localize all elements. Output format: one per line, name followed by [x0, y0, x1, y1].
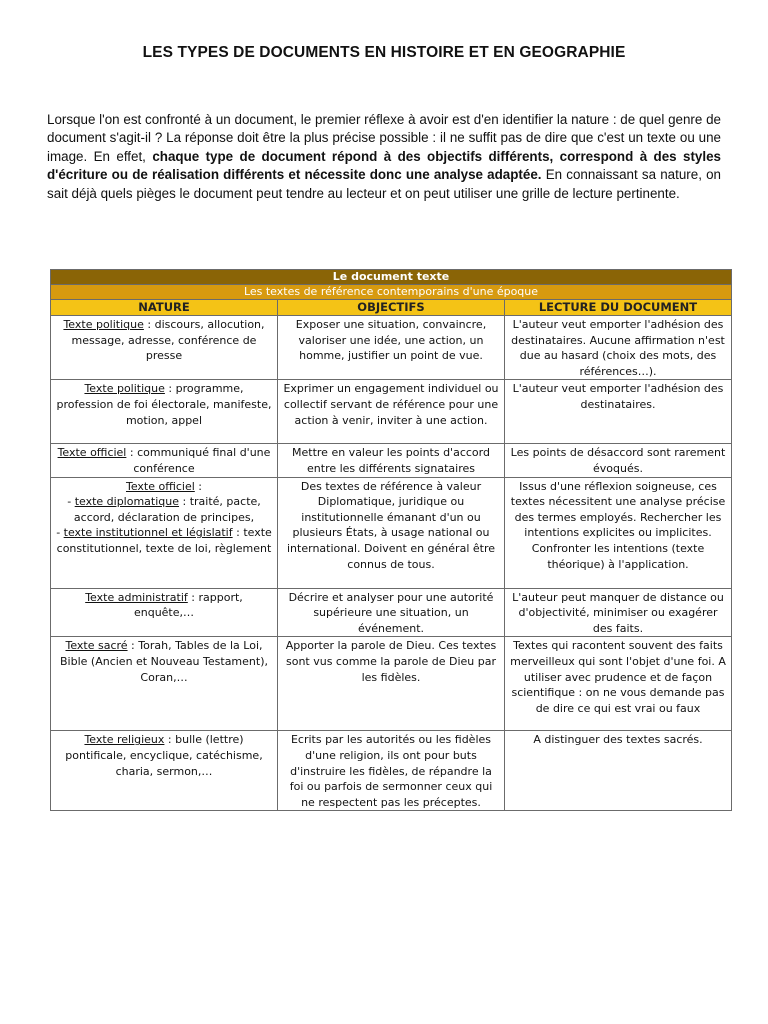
- cell-nature: Texte officiel : - texte diplomatique : traité, pacte, accord, déclaration de principes, - texte institutionnel et législatif : texte constitutionnel, texte de loi, règlement: [51, 477, 278, 588]
- header-nature: NATURE: [51, 300, 278, 316]
- intro-bold-text: chaque type de document répond à des objectifs différents, correspond à des styles d'écriture ou de réalisation différents et nécessite donc une analyse adaptée.: [47, 148, 721, 183]
- cell-objectifs: Exprimer un engagement individuel ou collectif servant de référence pour une action à venir, inviter à une action.: [278, 380, 505, 444]
- cell-lecture: Les points de désaccord sont rarement évoqués.: [505, 444, 732, 477]
- cell-lecture: L'auteur veut emporter l'adhésion des destinataires. Aucune affirmation n'est due au hasard (choix des mots, des références…).: [505, 316, 732, 380]
- cell-nature: [51, 444, 278, 477]
- nature-label: Texte administratif: [85, 590, 188, 604]
- sub-label-institutionnel: texte institutionnel et législatif: [63, 526, 233, 540]
- cell-lecture: L'auteur veut emporter l'adhésion des destinataires.: [505, 380, 732, 444]
- nature-label: Texte officiel: [125, 479, 195, 493]
- table-title-row: [51, 270, 732, 285]
- document-types-table: [50, 269, 732, 811]
- nature-label: Texte religieux: [84, 733, 165, 747]
- nature-text: : programme, profession de foi électorale, manifeste, motion, appel: [56, 382, 272, 427]
- intro-paragraph: [47, 111, 721, 203]
- table-row: [51, 380, 732, 444]
- header-lecture: LECTURE DU DOCUMENT: [505, 300, 732, 316]
- table-row: [51, 477, 732, 588]
- cell-objectifs: Décrire et analyser pour une autorité supérieure une situation, un événement.: [278, 588, 505, 637]
- nature-label: Texte officiel: [57, 446, 127, 460]
- intro-text-2: En connaissant sa nature, on sait déjà quels pièges le document peut tendre au lecteur et on peut utiliser une grille de lecture pertinente.: [47, 167, 722, 201]
- nature-separator: :: [194, 479, 202, 493]
- header-objectifs: OBJECTIFS: [278, 300, 505, 316]
- cell-objectifs: Mettre en valeur les points d'accord entre les différents signataires: [278, 444, 505, 477]
- cell-lecture: Textes qui racontent souvent des faits merveilleux qui sont l'objet d'une foi. A utiliser avec prudence et de façon scientifique : on ne vous demande pas de dire ce qui est vrai ou faux: [505, 637, 732, 731]
- cell-lecture: A distinguer des textes sacrés.: [505, 731, 732, 811]
- sub-label-diplomatique: texte diplomatique: [74, 495, 180, 509]
- cell-nature: [51, 588, 278, 637]
- cell-nature: [51, 380, 278, 444]
- cell-lecture: L'auteur peut manquer de distance ou d'objectivité, minimiser ou exagérer des faits.: [505, 588, 732, 637]
- nature-label: Texte politique: [63, 318, 144, 331]
- table-subtitle: Les textes de référence contemporains d'une époque: [51, 285, 732, 300]
- cell-lecture: Issus d'une réflexion soigneuse, ces textes nécessitent une analyse précise des termes employés. Rechercher les intentions explicites ou implicites. Confronter les intentions (texte théorique) à l'application.: [505, 477, 732, 588]
- nature-text: : Torah, Tables de la Loi, Bible (Ancien et Nouveau Testament), Coran,…: [60, 639, 268, 684]
- nature-label: Texte sacré: [65, 639, 128, 653]
- table-row: [51, 588, 732, 637]
- nature-label: Texte politique: [84, 382, 165, 396]
- table-subtitle-row: [51, 285, 732, 300]
- intro-text-1: Lorsque l'on est confronté à un document, le premier réflexe à avoir est d'en identifier la nature : de quel genre de document s'agit-il ? La réponse doit être la plus précise possible : il ne suffit pas de dire que c'est un texte ou une image. En effet,: [47, 112, 721, 164]
- page-title: LES TYPES DE DOCUMENTS EN HISTOIRE ET EN GEOGRAPHIE: [142, 44, 626, 61]
- table-row: [51, 637, 732, 731]
- nature-text: : rapport, enquête,…: [133, 590, 243, 620]
- sub-text-diplomatique: : traité, pacte, accord, déclaration de principes,: [73, 495, 261, 524]
- cell-nature: [51, 316, 278, 380]
- table-row: [51, 731, 732, 811]
- sub-text-institutionnel: : texte constitutionnel, texte de loi, règlement: [56, 526, 272, 555]
- cell-nature: [51, 731, 278, 811]
- table-row: [51, 444, 732, 477]
- nature-text: : communiqué final d'une conférence: [126, 446, 271, 475]
- cell-objectifs: Exposer une situation, convaincre, valoriser une idée, une action, un homme, justifier un point de vue.: [278, 316, 505, 380]
- table-title: Le document texte: [51, 270, 732, 285]
- table-row: [51, 316, 732, 380]
- nature-text: : discours, allocution, message, adresse, conférence de presse: [71, 318, 265, 363]
- cell-objectifs: Des textes de référence à valeur Diplomatique, juridique ou institutionnelle émanant d'un ou plusieurs États, à usage national ou international. Doivent en général être connus de tous.: [278, 477, 505, 588]
- cell-objectifs: Apporter la parole de Dieu. Ces textes sont vus comme la parole de Dieu par les fidèles.: [278, 637, 505, 731]
- cell-objectifs: Ecrits par les autorités ou les fidèles d'une religion, ils ont pour buts d'instruire les fidèles, de répandre la foi ou parfois de sermonner ceux qui ne respectent pas les préceptes.: [278, 731, 505, 811]
- cell-nature: [51, 637, 278, 731]
- table-header-row: [51, 300, 732, 316]
- nature-text: : bulle (lettre) pontificale, encyclique, catéchisme, charia, sermon,…: [65, 733, 263, 778]
